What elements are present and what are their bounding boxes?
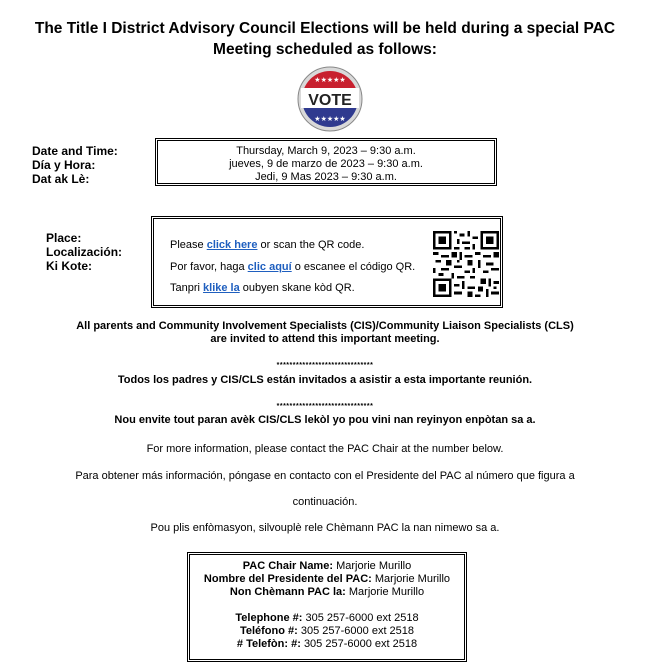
place-line-es-post: o escanee el código QR. <box>291 260 416 273</box>
contact-phone-en <box>190 612 464 625</box>
contact-box <box>187 552 467 662</box>
date-label-es: Día y Hora: <box>32 158 96 172</box>
contact-phone-value-en: 305 257-6000 ext 2518 <box>305 612 419 624</box>
click-here-link[interactable]: click here <box>206 239 258 251</box>
klike-la-link[interactable]: klike la <box>203 282 240 294</box>
contact-name-value-en: Marjorie Murillo <box>336 560 412 572</box>
qr-code-icon[interactable] <box>433 231 499 297</box>
separator-2: ****************************** <box>276 403 374 410</box>
date-labels <box>32 144 118 186</box>
contact-phone-es <box>190 625 464 638</box>
place-labels <box>46 231 122 273</box>
date-box <box>155 138 497 186</box>
contact-name-en <box>190 560 464 573</box>
clic-aqui-link[interactable]: clic aquí <box>247 260 292 273</box>
title-line-2: Meeting scheduled as follows: <box>213 41 437 58</box>
invite-es: Todos los padres y CIS/CLS están invitados a asistir a esta importante reunión. <box>117 374 533 386</box>
contact-name-label-es: Nombre del Presidente del PAC: <box>203 573 372 585</box>
svg-text:★★★★★: ★★★★★ <box>314 115 346 123</box>
contact-phone-value-ht: 305 257-6000 ext 2518 <box>303 638 418 650</box>
info-es-line-2: continuación. <box>292 496 358 508</box>
contact-name-value-ht: Marjorie Murillo <box>348 586 425 598</box>
date-label-en: Date and Time: <box>32 144 118 158</box>
place-label-es: Localización: <box>46 245 123 259</box>
place-line-en-pre: Please <box>170 239 207 251</box>
contact-phone-value-es: 305 257-6000 ext 2518 <box>300 625 415 637</box>
contact-name-value-es: Marjorie Murillo <box>374 573 451 585</box>
date-value-ht: Jedi, 9 Mas 2023 – 9:30 a.m. <box>255 171 397 183</box>
contact-name-ht <box>190 586 464 599</box>
info-es-line-1: Para obtener más información, póngase en contacto con el Presidente del PAC al número que figura a <box>75 470 575 482</box>
place-line-es-pre: Por favor, haga <box>170 260 248 273</box>
place-label-ht: Ki Kote: <box>46 259 92 273</box>
place-line-en-post: or scan the QR code. <box>257 239 365 251</box>
place-line-ht-post: oubyen skane kòd QR. <box>239 282 355 294</box>
contact-phone-label-ht: # Telefòn: #: <box>236 638 301 650</box>
info-ht: Pou plis enfòmasyon, silvouplè rele Chèmann PAC la nan nimewo sa a. <box>150 522 500 534</box>
date-label-ht: Dat ak Lè: <box>32 172 90 186</box>
contact-name-label-ht: Non Chèmann PAC la: <box>229 586 346 598</box>
place-label-en: Place: <box>46 231 82 245</box>
contact-name-label-en: PAC Chair Name: <box>242 560 333 572</box>
separator-1: ****************************** <box>276 362 374 369</box>
contact-name-es <box>190 573 464 586</box>
date-value-es: jueves, 9 de marzo de 2023 – 9:30 a.m. <box>229 158 423 170</box>
vote-badge-text: VOTE <box>308 92 352 109</box>
title-line-1: The Title I District Advisory Council Elections will be held during a special PAC <box>34 20 616 37</box>
date-value-en: Thursday, March 9, 2023 – 9:30 a.m. <box>236 145 416 157</box>
contact-phone-label-es: Teléfono #: <box>239 625 298 637</box>
invite-en-line-2: are invited to attend this important meeting. <box>210 333 440 345</box>
invite-ht: Nou envite tout paran avèk CIS/CLS lekòl yo pou vini nan reyinyon enpòtan sa a. <box>114 414 536 426</box>
info-en: For more information, please contact the PAC Chair at the number below. <box>146 443 504 455</box>
svg-text:★★★★★: ★★★★★ <box>314 76 346 84</box>
contact-phone-label-en: Telephone #: <box>235 612 303 624</box>
page-title <box>0 18 650 60</box>
invite-en <box>0 320 650 346</box>
place-box <box>151 216 503 308</box>
invite-en-line-1: All parents and Community Involvement Specialists (CIS)/Community Liaison Specialists (CLS) <box>76 320 574 332</box>
place-line-ht-pre: Tanpri <box>170 282 204 294</box>
contact-phone-ht <box>190 638 464 651</box>
vote-badge-icon <box>297 66 363 132</box>
